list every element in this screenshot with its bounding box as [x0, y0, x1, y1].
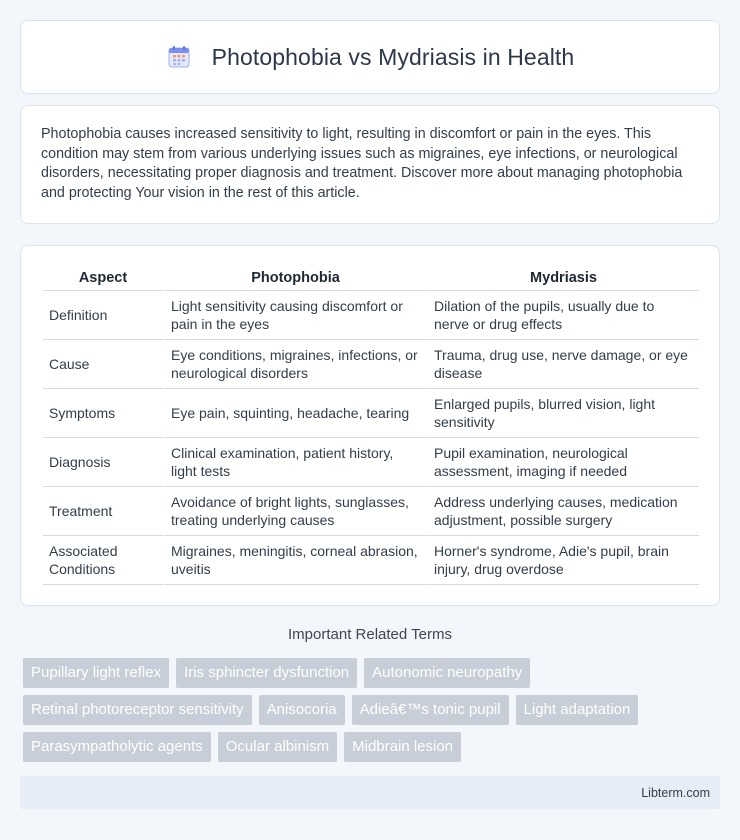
- related-term-tag[interactable]: Anisocoria: [259, 695, 345, 725]
- table-row: [43, 340, 699, 389]
- header-aspect: Aspect: [43, 264, 163, 291]
- table-row: [43, 487, 699, 536]
- row-photophobia: Light sensitivity causing discomfort or pain in the eyes: [163, 291, 426, 340]
- table-row: [43, 291, 699, 340]
- header-photophobia: Photophobia: [163, 264, 426, 291]
- row-mydriasis: Trauma, drug use, nerve damage, or eye disease: [426, 340, 699, 389]
- row-photophobia: Eye conditions, migraines, infections, or neurological disorders: [163, 340, 426, 389]
- related-term-tag[interactable]: Ocular albinism: [218, 732, 337, 762]
- table-header-row: [43, 264, 699, 291]
- related-terms-list: [23, 658, 723, 762]
- comparison-table-card: [20, 245, 720, 606]
- footer-site-link[interactable]: Libterm.com: [641, 785, 710, 800]
- related-term-tag[interactable]: Iris sphincter dysfunction: [176, 658, 357, 688]
- row-photophobia: Avoidance of bright lights, sunglasses, treating underlying causes: [163, 487, 426, 536]
- intro-text: Photophobia causes increased sensitivity to light, resulting in discomfort or pain in the eyes. This condition may stem from various underlying issues such as migraines, eye infections, or neurological disorders, necessitating proper diagnosis and treatment. Discover more about managing photophobia and protecting Your vision in the rest of this article.: [41, 126, 683, 201]
- footer: [20, 776, 720, 809]
- page-title: Photophobia vs Mydriasis in Health: [211, 43, 575, 70]
- intro-card: [20, 105, 720, 224]
- related-term-tag[interactable]: Adieâ€™s tonic pupil: [352, 695, 509, 725]
- related-term-tag[interactable]: Autonomic neuropathy: [364, 658, 530, 688]
- row-aspect: Associated Conditions: [43, 536, 163, 585]
- title-wrap: [166, 44, 575, 71]
- row-photophobia: Eye pain, squinting, headache, tearing: [163, 389, 426, 438]
- row-mydriasis: Enlarged pupils, blurred vision, light sensitivity: [426, 389, 699, 438]
- row-photophobia: Clinical examination, patient history, light tests: [163, 438, 426, 487]
- table-row: [43, 389, 699, 438]
- header-mydriasis: Mydriasis: [426, 264, 699, 291]
- row-aspect: Treatment: [43, 487, 163, 536]
- row-mydriasis: Dilation of the pupils, usually due to nerve or drug effects: [426, 291, 699, 340]
- related-term-tag[interactable]: Light adaptation: [516, 695, 639, 725]
- row-aspect: Definition: [43, 291, 163, 340]
- related-term-tag[interactable]: Retinal photoreceptor sensitivity: [23, 695, 252, 725]
- related-term-tag[interactable]: Parasympatholytic agents: [23, 732, 211, 762]
- row-photophobia: Migraines, meningitis, corneal abrasion, uveitis: [163, 536, 426, 585]
- table-row: [43, 536, 699, 585]
- header-card: [20, 20, 720, 94]
- related-term-tag[interactable]: Pupillary light reflex: [23, 658, 169, 688]
- row-aspect: Diagnosis: [43, 438, 163, 487]
- row-mydriasis: Pupil examination, neurological assessment, imaging if needed: [426, 438, 699, 487]
- row-aspect: Symptoms: [43, 389, 163, 438]
- row-aspect: Cause: [43, 340, 163, 389]
- related-terms-heading: Important Related Terms: [288, 626, 452, 643]
- table-row: [43, 438, 699, 487]
- row-mydriasis: Address underlying causes, medication adjustment, possible surgery: [426, 487, 699, 536]
- related-term-tag[interactable]: Midbrain lesion: [344, 732, 461, 762]
- row-mydriasis: Horner's syndrome, Adie's pupil, brain injury, drug overdose: [426, 536, 699, 585]
- calendar-icon: [166, 44, 192, 70]
- comparison-table: [43, 264, 699, 585]
